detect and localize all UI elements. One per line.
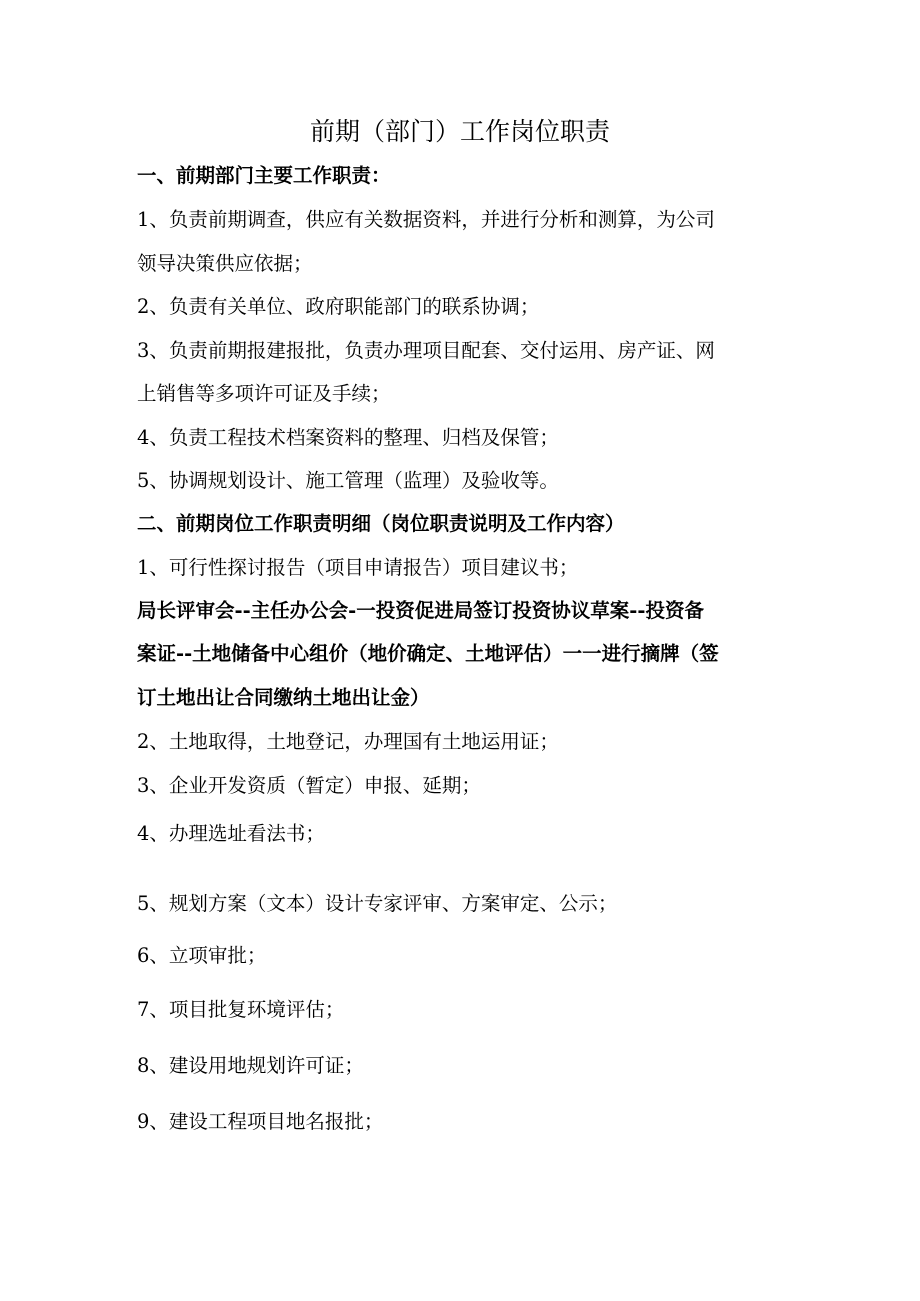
- section1-item-4: 4、负责工程技术档案资料的整理、归档及保管；: [137, 426, 559, 449]
- section2-item-5: 5、规划方案（文本）设计专家评审、方案审定、公示；: [137, 892, 618, 915]
- approval-flow-line-2: 案证--土地储备中心组价（地价确定、土地评估）一一进行摘牌（签: [137, 642, 719, 665]
- section1-item-5: 5、协调规划设计、施工管理（监理）及验收等。: [137, 469, 559, 492]
- document-title: 前期（部门）工作岗位职责: [309, 117, 610, 146]
- approval-flow-line-1: 局长评审会--主任办公会-一投资促进局签订投资协议草案--投资备: [137, 599, 704, 622]
- section2-item-3: 3、企业开发资质（暂定）申报、延期；: [137, 774, 481, 797]
- section2-item-4: 4、办理选址看法书；: [137, 822, 325, 845]
- approval-flow-line-3: 订土地出让合同缴纳土地出让金）: [137, 686, 430, 709]
- section1-heading: 一、前期部门主要工作职责：: [137, 164, 391, 187]
- section1-item-1-line-2: 领导决策供应依据；: [137, 252, 313, 275]
- section2-item-1: 1、可行性探讨报告（项目申请报告）项目建议书；: [137, 556, 579, 579]
- section2-item-7: 7、项目批复环境评估；: [137, 998, 345, 1021]
- section1-item-3-line-2: 上销售等多项许可证及手续；: [137, 382, 391, 405]
- section2-item-8: 8、建设用地规划许可证；: [137, 1054, 364, 1077]
- section2-item-9: 9、建设工程项目地名报批；: [137, 1110, 384, 1133]
- section2-heading: 二、前期岗位工作职责明细（岗位职责说明及工作内容）: [137, 512, 625, 535]
- section1-item-3-line-1: 3、负责前期报建报批，负责办理项目配套、交付运用、房产证、网: [137, 339, 715, 362]
- section1-item-2: 2、负责有关单位、政府职能部门的联系协调；: [137, 295, 540, 318]
- section2-item-6: 6、立项审批；: [137, 944, 267, 967]
- section1-item-1-line-1: 1、负责前期调查，供应有关数据资料，并进行分析和测算，为公司: [137, 208, 715, 231]
- section2-item-2: 2、土地取得，土地登记，办理国有土地运用证；: [137, 730, 559, 753]
